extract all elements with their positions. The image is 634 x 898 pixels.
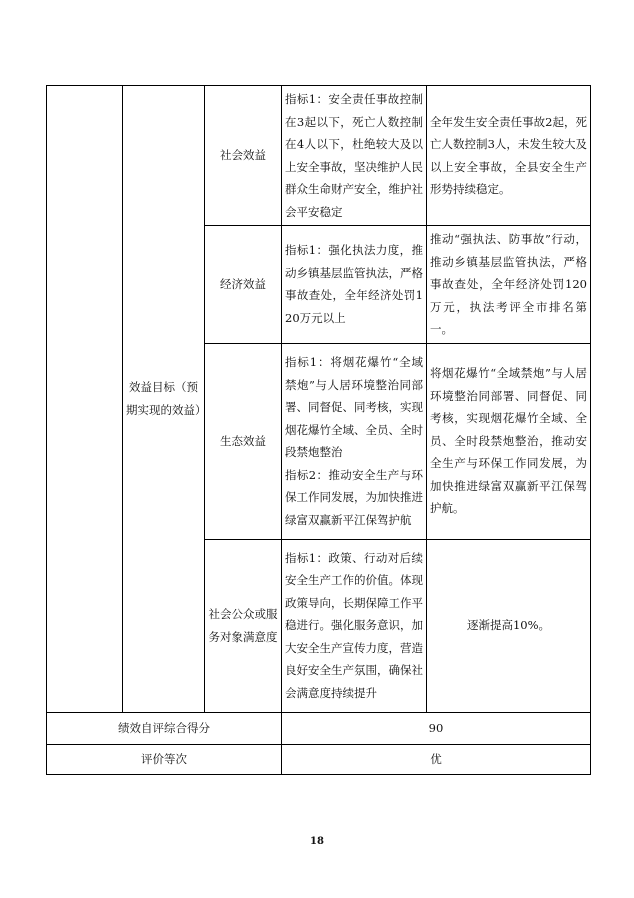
score-value: 90: [282, 712, 591, 744]
actual-cell: 将烟花爆竹“全域禁炮”与人居环境整治同部署、同督促、同考核，实现烟花爆竹全域、全员、全时段禁炮整治，推动安全生产与环保工作同发展，为加快推进绿富双赢新平江保驾护航。: [427, 343, 591, 539]
col1-cell: [47, 86, 123, 713]
page-number: 18: [310, 836, 324, 847]
indicator-cell: 指标1：将烟花爆竹“全域禁炮”与人居环境整治同部署、同督促、同考核，实现烟花爆竹全域、全员、全时段禁炮整治 指标2：推动安全生产与环保工作同发展，为加快推进绿富双赢新平江保驾护航: [282, 343, 427, 539]
score-row: [47, 712, 591, 744]
category-cell: 社会公众或服务对象满意度: [205, 539, 282, 712]
indicator-cell: 指标1：安全责任事故控制在3起以下，死亡人数控制在4人以下，杜绝较大及以上安全事故，坚决维护人民群众生命财产安全，维护社会平安稳定: [282, 86, 427, 226]
indicator-cell: 指标1：强化执法力度，推动乡镇基层监管执法，严格事故查处，全年经济处罚120万元以上: [282, 226, 427, 344]
grade-value: 优: [282, 744, 591, 774]
actual-cell: 推动“强执法、防事故”行动，推动乡镇基层监管执法，严格事故查处，全年经济处罚120万元，执法考评全市排名第一。: [427, 226, 591, 344]
benefit-target-cell: 效益目标（预期实现的效益）: [123, 86, 205, 713]
indicator-cell: 指标1：政策、行动对后续安全生产工作的价值。体现政策导向，长期保障工作平稳进行。强化服务意识，加大安全生产宣传力度，营造良好安全生产氛围，确保社会满意度持续提升: [282, 539, 427, 712]
category-cell: 社会效益: [205, 86, 282, 226]
grade-label: 评价等次: [47, 744, 282, 774]
actual-cell: 全年发生安全责任事故2起，死亡人数控制3人，未发生较大及以上安全事故，全县安全生产形势持续稳定。: [427, 86, 591, 226]
grade-row: [47, 744, 591, 774]
actual-cell: 逐渐提高10%。: [427, 539, 591, 712]
category-cell: 生态效益: [205, 343, 282, 539]
table-row: [47, 86, 591, 226]
score-label: 绩效自评综合得分: [47, 712, 282, 744]
category-cell: 经济效益: [205, 226, 282, 344]
performance-table: [46, 85, 591, 775]
